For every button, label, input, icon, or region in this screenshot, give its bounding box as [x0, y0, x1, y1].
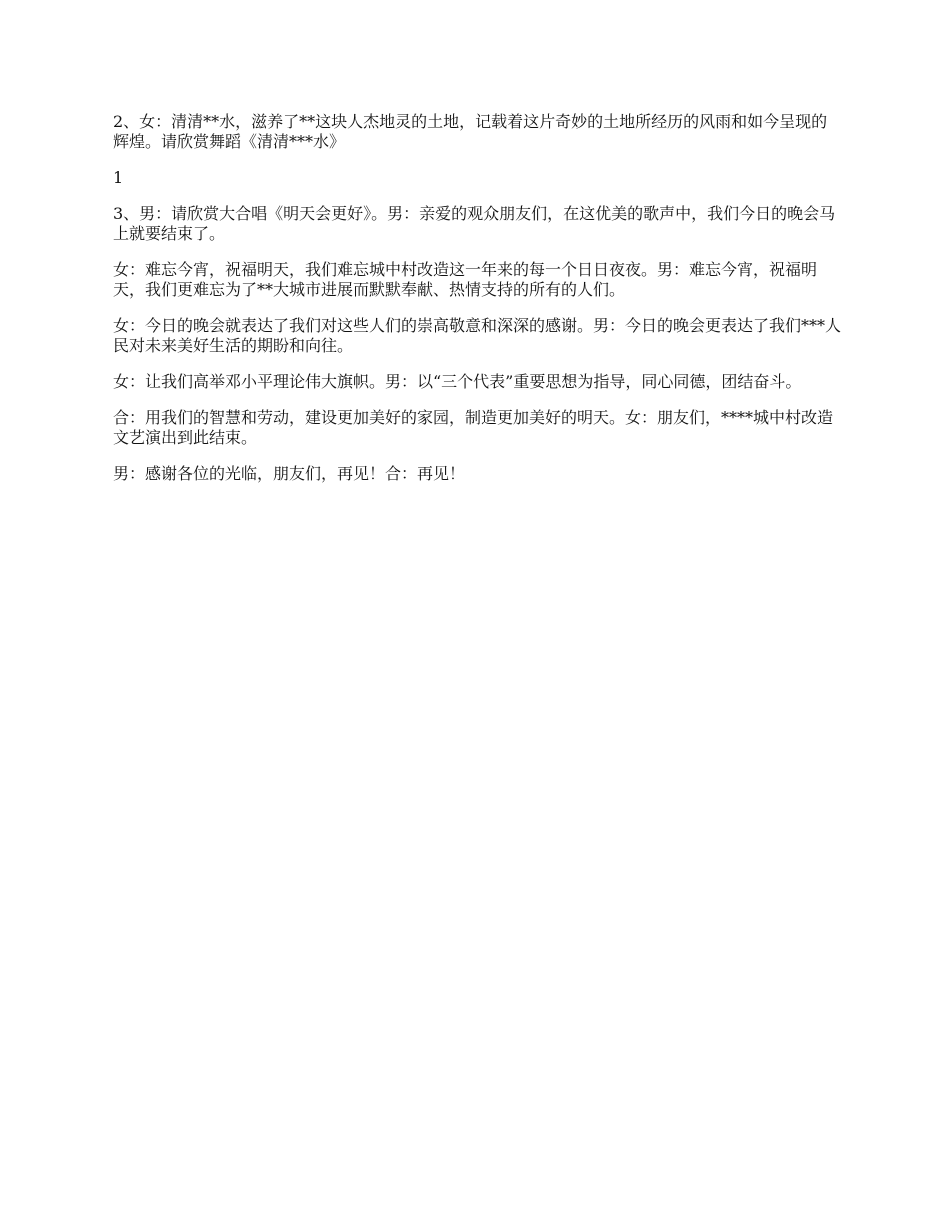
page-number: 1: [113, 168, 124, 187]
paragraph-unforgettable-night: 女：难忘今宵，祝福明天，我们难忘城中村改造这一年来的每一个日日夜夜。男：难忘今宵，祝福明天，我们更难忘为了**大城市进展而默默奉献、热情支持的所有的人们。: [113, 260, 818, 299]
paragraph-gratitude: 女：今日的晚会就表达了我们对这些人们的崇高敬意和深深的感谢。男：今日的晚会更表达了我们***人民对未来美好生活的期盼和向往。: [113, 316, 842, 355]
paragraph-closing: 合：用我们的智慧和劳动，建设更加美好的家园，制造更加美好的明天。女：朋友们，****城中村改造文艺演出到此结束。: [113, 408, 834, 447]
paragraph-dance-intro: 2、女：清清**水，滋养了**这块人杰地灵的土地，记载着这片奇妙的土地所经历的风雨和如今呈现的辉煌。请欣赏舞蹈《清清***水》: [113, 112, 828, 151]
paragraph-chorus-intro: 3、男：请欣赏大合唱《明天会更好》。男：亲爱的观众朋友们，在这优美的歌声中，我们今日的晚会马上就要结束了。: [113, 204, 836, 243]
paragraph-farewell: 男：感谢各位的光临，朋友们，再见！合：再见！: [113, 464, 466, 483]
paragraph-theory-banner: 女：让我们高举邓小平理论伟大旗帜。男：以“三个代表”重要思想为指导，同心同德，团结奋斗。: [113, 372, 802, 391]
document-body: [113, 112, 843, 500]
